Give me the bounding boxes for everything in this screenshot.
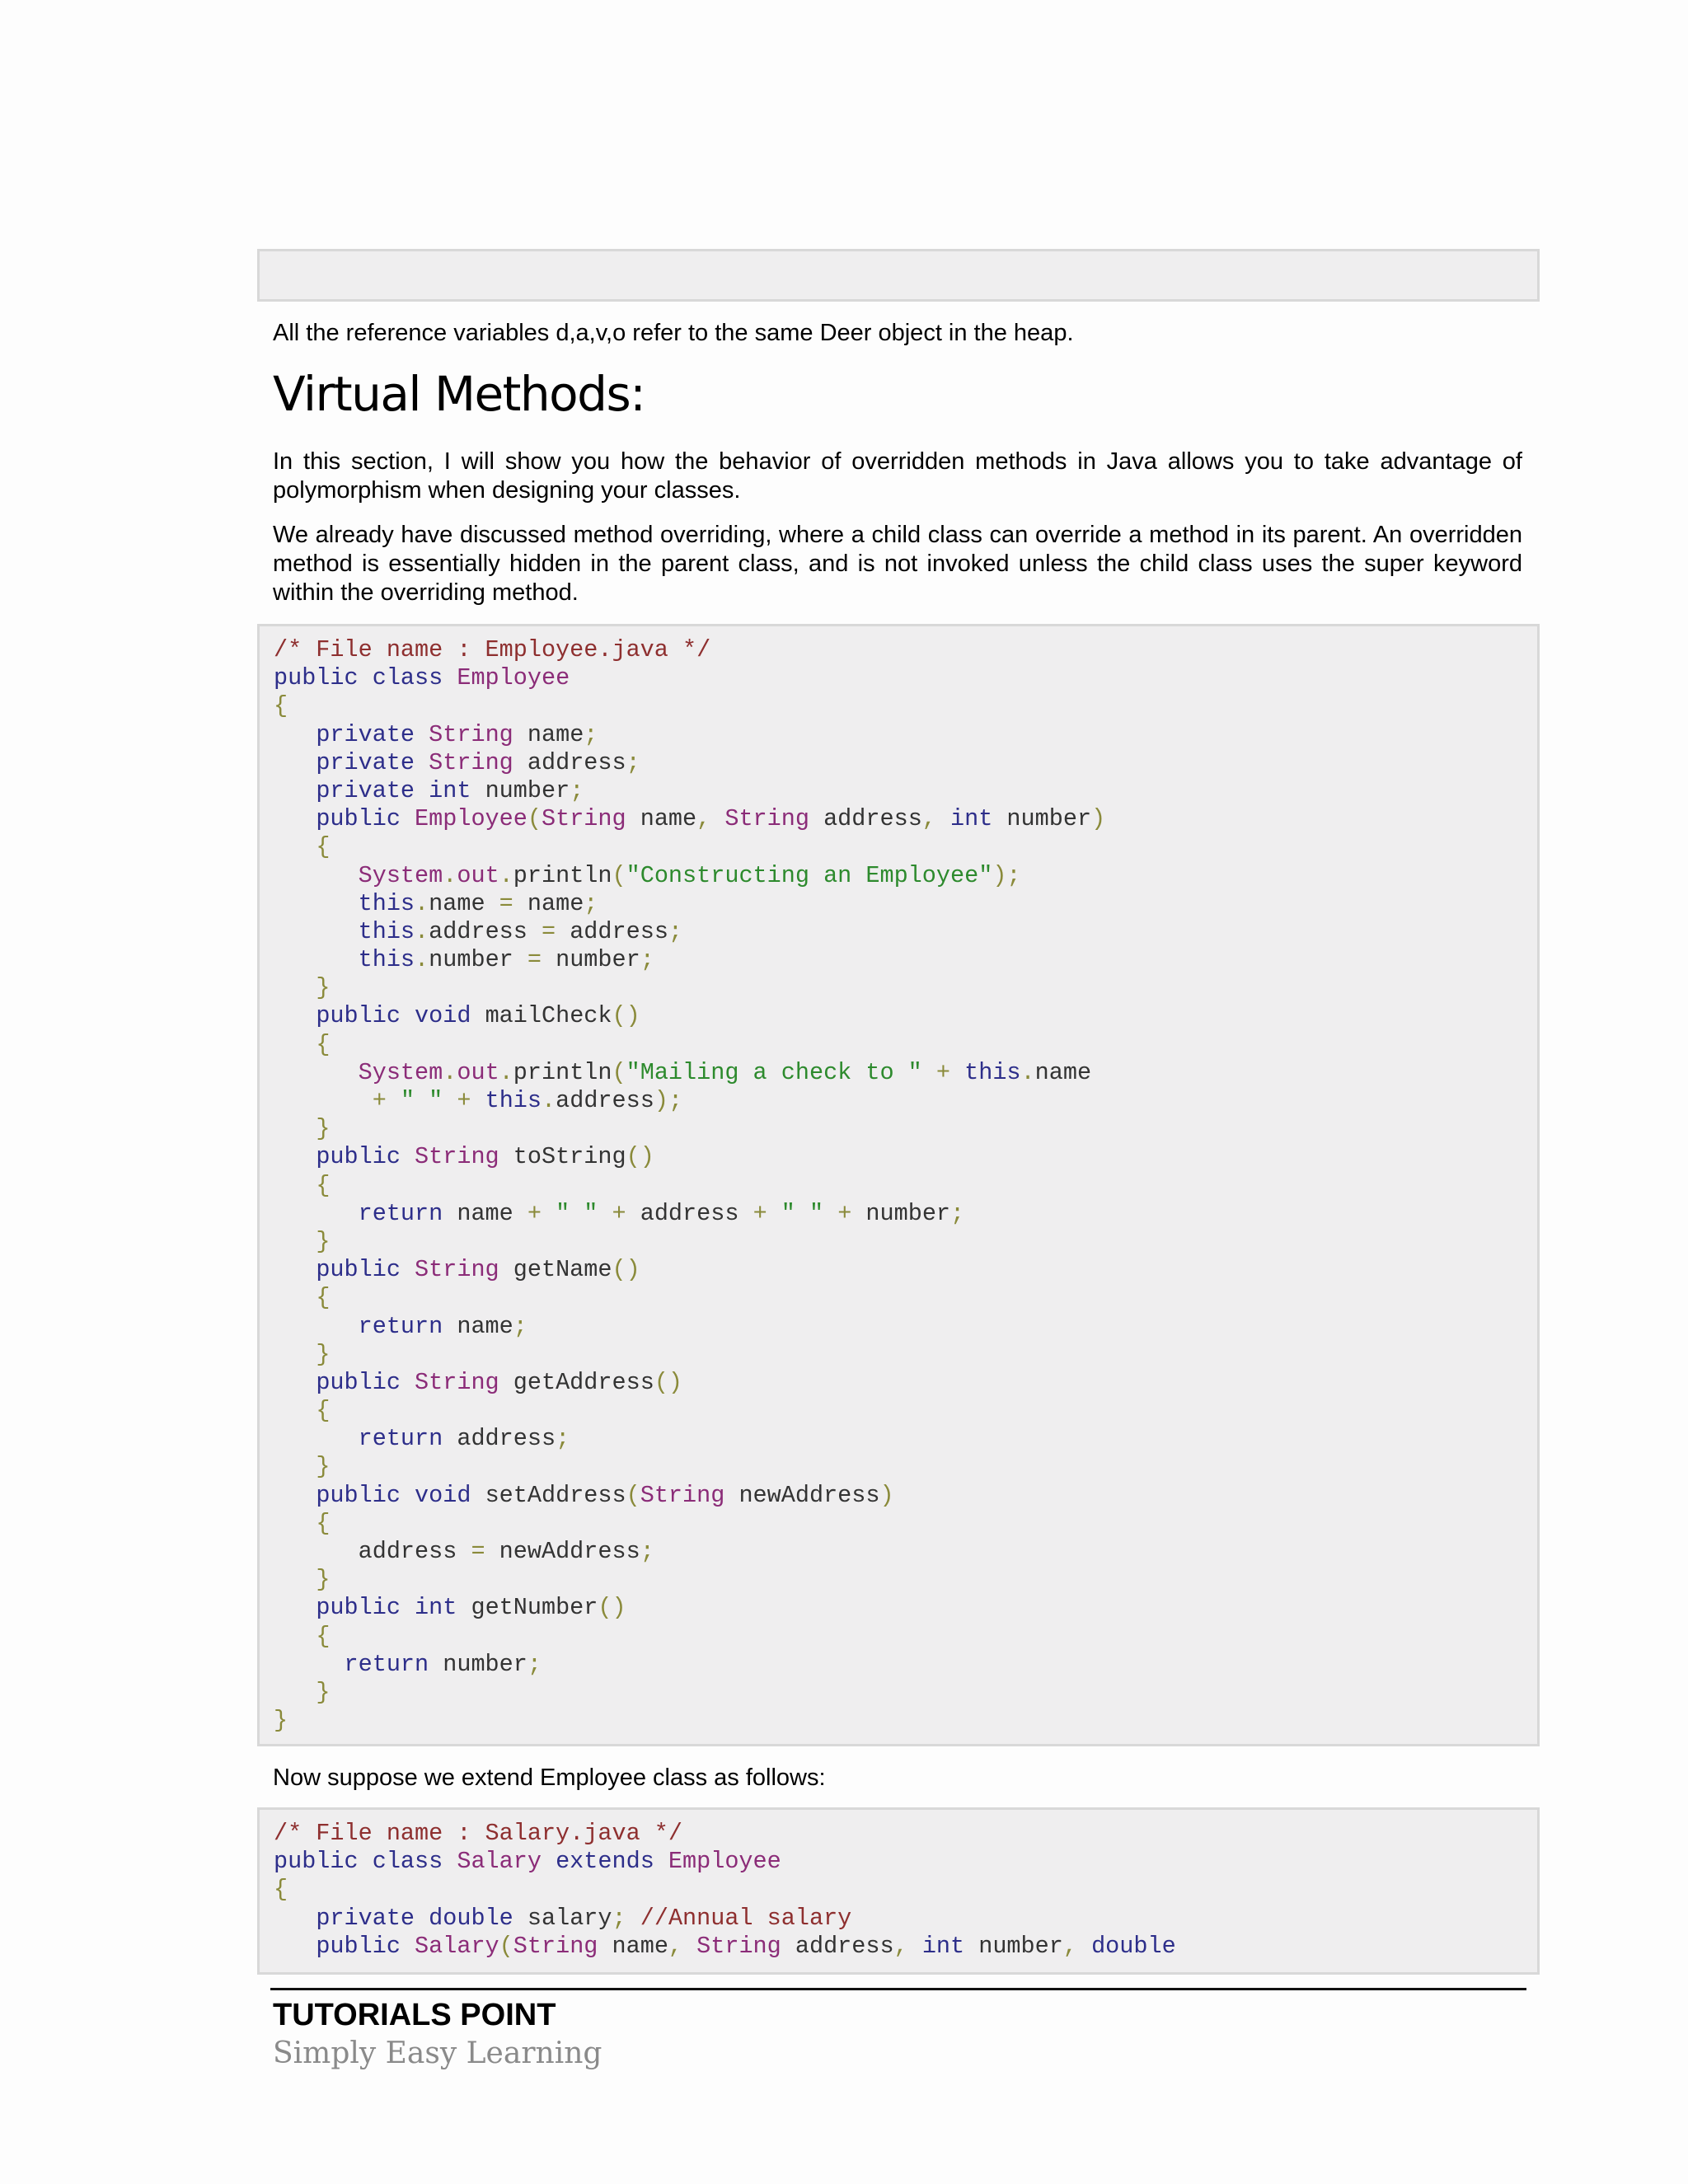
code-line: [260, 1341, 1537, 1369]
code-token-pn: {: [274, 692, 288, 720]
code-token-pn: {: [316, 833, 331, 861]
code-token: getNumber: [457, 1594, 598, 1622]
code-token-pn: ,: [893, 1932, 908, 1960]
code-line: [260, 1510, 1537, 1538]
code-token-pn: ;: [626, 748, 640, 776]
code-token-pn: ;: [612, 1904, 626, 1932]
code-token: address: [556, 1087, 654, 1114]
code-token: [274, 946, 359, 973]
code-token: [274, 1679, 316, 1706]
code-token: [443, 664, 457, 691]
code-token-st: "Mailing a check to ": [626, 1058, 922, 1086]
code-token: [274, 1002, 316, 1029]
code-token: [274, 1453, 316, 1480]
code-token: [471, 1087, 485, 1114]
code-token-kw: public: [316, 1932, 401, 1960]
code-token-pn: {: [316, 1397, 331, 1425]
code-token: address: [556, 917, 668, 945]
code-token-kw: int: [429, 776, 471, 804]
code-token: [274, 1397, 316, 1424]
code-token-ty: String: [429, 748, 513, 776]
code-token-pn: ;: [570, 776, 584, 804]
code-token: address: [809, 805, 922, 833]
code-line: [260, 1425, 1537, 1453]
code-token-pn: .: [443, 861, 457, 889]
code-token-kw: int: [415, 1594, 457, 1622]
code-token-pn: .: [415, 917, 429, 945]
code-line: [260, 1482, 1537, 1510]
code-token: [274, 1623, 316, 1650]
code-token-kw: return: [358, 1199, 443, 1227]
code-token-pn: =: [471, 1538, 485, 1565]
code-token: name: [513, 889, 584, 917]
code-token: [274, 1313, 359, 1340]
code-token-pn: =: [499, 889, 513, 917]
code-token: name: [598, 1932, 668, 1960]
code-token-pn: {: [274, 1876, 288, 1904]
code-token: [274, 1510, 316, 1537]
code-token-pn: +: [372, 1087, 387, 1114]
code-token-kw: public class: [274, 1848, 443, 1876]
code-token-pn: }: [316, 1115, 331, 1143]
code-token: [274, 1933, 316, 1960]
code-token: address: [429, 917, 542, 945]
code-token: [274, 1425, 359, 1452]
code-token-kw: private: [316, 776, 415, 804]
code-token-st: " ": [400, 1087, 443, 1114]
code-token-pn: .: [415, 889, 429, 917]
code-token-pn: {: [316, 1622, 331, 1650]
code-token: [274, 1566, 316, 1593]
code-token-cm: //Annual salary: [640, 1904, 852, 1932]
code-token: [443, 1087, 457, 1114]
code-token-pn: .: [499, 861, 513, 889]
code-token-kw: void: [415, 1481, 471, 1509]
code-token-cm: /* File name : Salary.java */: [274, 1820, 682, 1847]
paragraph-intro: In this section, I will show you how the behavior of overridden methods in Java allows you to take advantage of polymorphism when designing your classes.: [273, 448, 1522, 504]
code-token: [950, 1059, 964, 1086]
code-line: [260, 1679, 1537, 1707]
code-line: [260, 1566, 1537, 1594]
code-line: [260, 1369, 1537, 1397]
code-token-kw: public: [316, 1143, 401, 1171]
code-token-pn: }: [316, 1678, 331, 1706]
code-token-pn: ;: [668, 917, 683, 945]
code-line: [260, 974, 1537, 1002]
code-token-pn: }: [316, 1566, 331, 1594]
code-token: [274, 1651, 345, 1678]
code-token-pn: =: [541, 917, 556, 945]
code-token: address: [781, 1932, 894, 1960]
code-token-pn: ;: [556, 1425, 570, 1453]
code-token: [542, 1200, 556, 1227]
code-token: [274, 1059, 359, 1086]
code-token: [274, 1369, 316, 1396]
code-token-kw: return: [344, 1650, 429, 1678]
code-line: [260, 1820, 1537, 1848]
code-block-salary: [257, 1807, 1540, 1975]
code-token: [387, 1087, 401, 1114]
code-token-pn: ): [1091, 805, 1106, 833]
code-token: number: [851, 1199, 951, 1227]
code-token: address: [443, 1425, 556, 1453]
code-token: [274, 833, 316, 860]
code-token-pn: ;: [527, 1650, 542, 1678]
code-line: [260, 1933, 1537, 1961]
code-token: number: [429, 1650, 528, 1678]
code-token: getAddress: [499, 1368, 654, 1396]
code-token-pn: ,: [1062, 1932, 1077, 1960]
code-token-pn: +: [527, 1199, 542, 1227]
code-token: [274, 777, 316, 804]
code-token-ty: String: [640, 1481, 725, 1509]
code-token: [443, 1848, 457, 1875]
code-token-ty: String: [513, 1932, 598, 1960]
code-token-pn: ,: [668, 1932, 683, 1960]
code-line: [260, 721, 1537, 749]
code-token-pn: ;: [640, 1538, 654, 1565]
code-token-kw: return: [358, 1312, 443, 1340]
code-token: [415, 749, 429, 776]
code-token-pn: =: [527, 946, 542, 974]
code-line: [260, 1538, 1537, 1566]
code-token: salary: [513, 1904, 612, 1932]
code-token-pn: ,: [696, 805, 711, 833]
code-token: name: [626, 805, 697, 833]
section-heading: Virtual Methods:: [273, 366, 645, 422]
code-token-pn: ): [879, 1481, 894, 1509]
code-token: [274, 918, 359, 945]
code-token-pn: (: [499, 1932, 513, 1960]
code-token-pn: {: [316, 1171, 331, 1199]
code-token-pn: (): [598, 1594, 626, 1622]
code-token: mailCheck: [471, 1002, 612, 1030]
code-token: name: [443, 1312, 513, 1340]
code-token-pn: ,: [921, 805, 936, 833]
code-token-ty: Employee: [668, 1848, 781, 1876]
code-token-kw: double: [1091, 1932, 1176, 1960]
code-token: number: [992, 805, 1092, 833]
code-token: [626, 1905, 640, 1932]
code-line: [260, 805, 1537, 833]
code-token: number: [542, 946, 640, 974]
code-token-cm: /* File name : Employee.java */: [274, 636, 711, 663]
paragraph-overriding: We already have discussed method overriding, where a child class can override a method in its parent. An overridden method is essentially hidden in the parent class, and is not invoked unless the child class uses the super keyword within the overriding method.: [273, 522, 1522, 606]
code-token: [415, 777, 429, 804]
code-token-ty: String: [415, 1143, 499, 1171]
code-token: [936, 805, 950, 832]
code-token: name: [1034, 1058, 1092, 1086]
code-line: [260, 918, 1537, 946]
code-token-kw: extends: [556, 1848, 654, 1876]
code-token-pn: .: [443, 1058, 457, 1086]
code-token-kw: return: [358, 1425, 443, 1453]
code-token: [274, 890, 359, 917]
code-line: [260, 1115, 1537, 1143]
code-token-st: "Constructing an Employee": [626, 861, 993, 889]
code-line: [260, 749, 1537, 777]
code-token: [654, 1848, 668, 1875]
code-token-ty: Salary: [457, 1848, 542, 1876]
code-token: [401, 1482, 415, 1509]
code-token: number: [964, 1932, 1063, 1960]
code-token-pn: ;: [584, 720, 598, 748]
code-token: toString: [499, 1143, 626, 1171]
code-line: [260, 1284, 1537, 1312]
code-token-kw: int: [950, 805, 993, 833]
code-token: [274, 1200, 359, 1227]
code-token-ty: Employee: [457, 664, 570, 692]
code-token-kw: private: [316, 720, 415, 748]
code-token-ty: String: [724, 805, 809, 833]
code-token: [401, 805, 415, 832]
code-token: [401, 1933, 415, 1960]
code-token-kw: public: [316, 1481, 401, 1509]
code-token: [542, 1848, 556, 1875]
code-token: [274, 1172, 316, 1199]
code-token: name: [443, 1199, 528, 1227]
code-token-ty: String: [696, 1932, 781, 1960]
code-token: [274, 1143, 316, 1170]
code-token: newAddress: [724, 1481, 880, 1509]
code-line: [260, 862, 1537, 890]
code-line: [260, 1397, 1537, 1425]
code-block-object-assignment: [257, 249, 1540, 302]
code-line: [260, 1905, 1537, 1933]
code-line: [260, 1623, 1537, 1651]
code-line: [260, 636, 1537, 664]
code-token-kw: public class: [274, 664, 443, 692]
code-token-ty: String: [429, 720, 513, 748]
code-line: [260, 664, 1537, 692]
code-token-pn: +: [753, 1199, 767, 1227]
code-line: [260, 1031, 1537, 1059]
code-token-kw: this: [358, 946, 415, 974]
code-token-kw: private: [316, 1904, 415, 1932]
code-token-pn: }: [316, 1227, 331, 1255]
code-token: address: [626, 1199, 753, 1227]
code-token-pn: .: [499, 1058, 513, 1086]
code-line: [260, 1707, 1537, 1735]
code-token: [274, 1341, 316, 1368]
code-token-kw: public: [316, 805, 401, 833]
code-token-ty: Employee: [415, 805, 528, 833]
code-line: [260, 890, 1537, 918]
code-token-ty: String: [415, 1368, 499, 1396]
code-token: setAddress: [471, 1481, 626, 1509]
code-token-pn: (): [612, 1256, 640, 1284]
code-token-kw: int: [921, 1932, 965, 1960]
code-token-pn: (: [612, 861, 626, 889]
code-line: [260, 1087, 1537, 1115]
code-token: [401, 1369, 415, 1396]
code-token-pn: +: [935, 1058, 951, 1086]
code-token-kw: public: [316, 1594, 401, 1622]
code-token: [274, 1115, 316, 1142]
code-token-ty: System: [358, 861, 443, 889]
code-token: println: [513, 1058, 612, 1086]
code-token-kw: public: [316, 1256, 401, 1284]
code-token-kw: this: [358, 917, 415, 945]
paragraph-extend: Now suppose we extend Employee class as follows:: [273, 1765, 826, 1791]
code-token: [274, 974, 316, 1001]
code-line: [260, 1228, 1537, 1256]
code-token: [274, 1284, 316, 1311]
code-token-pn: (): [612, 1002, 640, 1030]
code-token-ty: String: [415, 1256, 499, 1284]
footer-tagline: Simply Easy Learning: [273, 2036, 603, 2070]
code-line: [260, 1143, 1537, 1171]
code-token: [274, 1087, 373, 1114]
code-line: [260, 833, 1537, 861]
code-token-pn: }: [316, 1340, 331, 1368]
code-block-employee: [257, 624, 1540, 1746]
code-token-pn: ;: [640, 946, 654, 974]
code-line: [260, 1313, 1537, 1341]
code-token: [415, 1905, 429, 1932]
code-token-pn: +: [837, 1199, 852, 1227]
code-token-kw: private: [316, 748, 415, 776]
code-token-pn: );: [654, 1087, 683, 1114]
code-token: name: [513, 720, 584, 748]
code-token-pn: (): [626, 1143, 654, 1171]
code-token-pn: (: [626, 1481, 640, 1509]
code-token: println: [513, 861, 612, 889]
code-token: [401, 1002, 415, 1029]
code-token: number: [471, 776, 570, 804]
code-token: [274, 721, 316, 748]
code-token: name: [429, 889, 499, 917]
code-token: [401, 1594, 415, 1621]
code-token: [274, 1594, 316, 1621]
code-token-pn: .: [542, 1087, 556, 1114]
code-token-pn: .: [1020, 1058, 1035, 1086]
footer-divider: [270, 1988, 1526, 1990]
code-token: address: [274, 1538, 471, 1565]
code-token-pn: +: [457, 1087, 471, 1114]
code-token-kw: double: [429, 1904, 513, 1932]
code-token-ty: String: [541, 805, 626, 833]
code-token: [274, 805, 316, 832]
code-token-pn: ;: [584, 889, 598, 917]
code-token: [274, 862, 359, 889]
code-line: [260, 1594, 1537, 1622]
code-token: number: [429, 946, 528, 974]
code-token-pn: {: [316, 1030, 331, 1058]
code-token-pn: }: [316, 1453, 331, 1481]
code-token-pn: (: [612, 1058, 626, 1086]
code-token-pn: {: [316, 1509, 331, 1537]
code-token: [274, 749, 316, 776]
code-token-kw: public: [316, 1002, 401, 1030]
code-token: [682, 1933, 696, 1960]
code-token-pn: (: [527, 805, 542, 833]
code-token-kw: this: [964, 1058, 1021, 1086]
code-token: [401, 1143, 415, 1170]
paragraph-reference-variables: All the reference variables d,a,v,o refer to the same Deer object in the heap.: [273, 320, 1074, 346]
code-token-kw: void: [415, 1002, 471, 1030]
code-token: [274, 1482, 316, 1509]
code-line: [260, 1200, 1537, 1228]
code-token: [922, 1059, 936, 1086]
code-token-kw: this: [485, 1087, 542, 1114]
code-line: [260, 1651, 1537, 1679]
code-line: [260, 1848, 1537, 1876]
code-token-pn: ;: [513, 1312, 528, 1340]
code-line: [260, 1453, 1537, 1481]
code-token-pn: (): [654, 1368, 683, 1396]
code-token-pn: {: [316, 1284, 331, 1312]
code-token: [908, 1933, 922, 1960]
code-token: [274, 1905, 316, 1932]
code-token-ty: System: [358, 1058, 443, 1086]
code-token-kw: public: [316, 1368, 401, 1396]
code-token-kw: this: [358, 889, 415, 917]
code-line: [260, 1172, 1537, 1200]
code-token-ty: out: [457, 1058, 499, 1086]
code-line: [260, 1876, 1537, 1904]
code-line: [260, 1002, 1537, 1030]
code-token: [710, 805, 724, 832]
footer-brand: TUTORIALS POINT: [273, 1998, 556, 2032]
code-token: newAddress: [485, 1538, 640, 1565]
code-token: [415, 721, 429, 748]
code-token: [598, 1200, 612, 1227]
code-token-st: " ": [556, 1199, 598, 1227]
code-token-pn: +: [612, 1199, 626, 1227]
code-token-ty: Salary: [415, 1932, 499, 1960]
code-line: [260, 692, 1537, 720]
code-token-st: " ": [781, 1199, 824, 1227]
code-line: [260, 1059, 1537, 1087]
code-line: [260, 1256, 1537, 1284]
code-token: [274, 1256, 316, 1283]
code-token-pn: }: [316, 974, 331, 1002]
code-token: address: [513, 748, 626, 776]
code-token-pn: }: [274, 1707, 288, 1735]
code-token: [1077, 1933, 1091, 1960]
code-token-ty: out: [457, 861, 499, 889]
code-token-pn: ;: [950, 1199, 965, 1227]
code-token-pn: );: [992, 861, 1021, 889]
code-token: [767, 1200, 781, 1227]
code-token-pn: .: [415, 946, 429, 974]
code-token: [274, 1031, 316, 1058]
code-token: [401, 1256, 415, 1283]
code-token: [823, 1200, 837, 1227]
code-line: [260, 777, 1537, 805]
code-token: getName: [499, 1256, 612, 1284]
code-token: [274, 1228, 316, 1255]
code-line: [260, 946, 1537, 974]
